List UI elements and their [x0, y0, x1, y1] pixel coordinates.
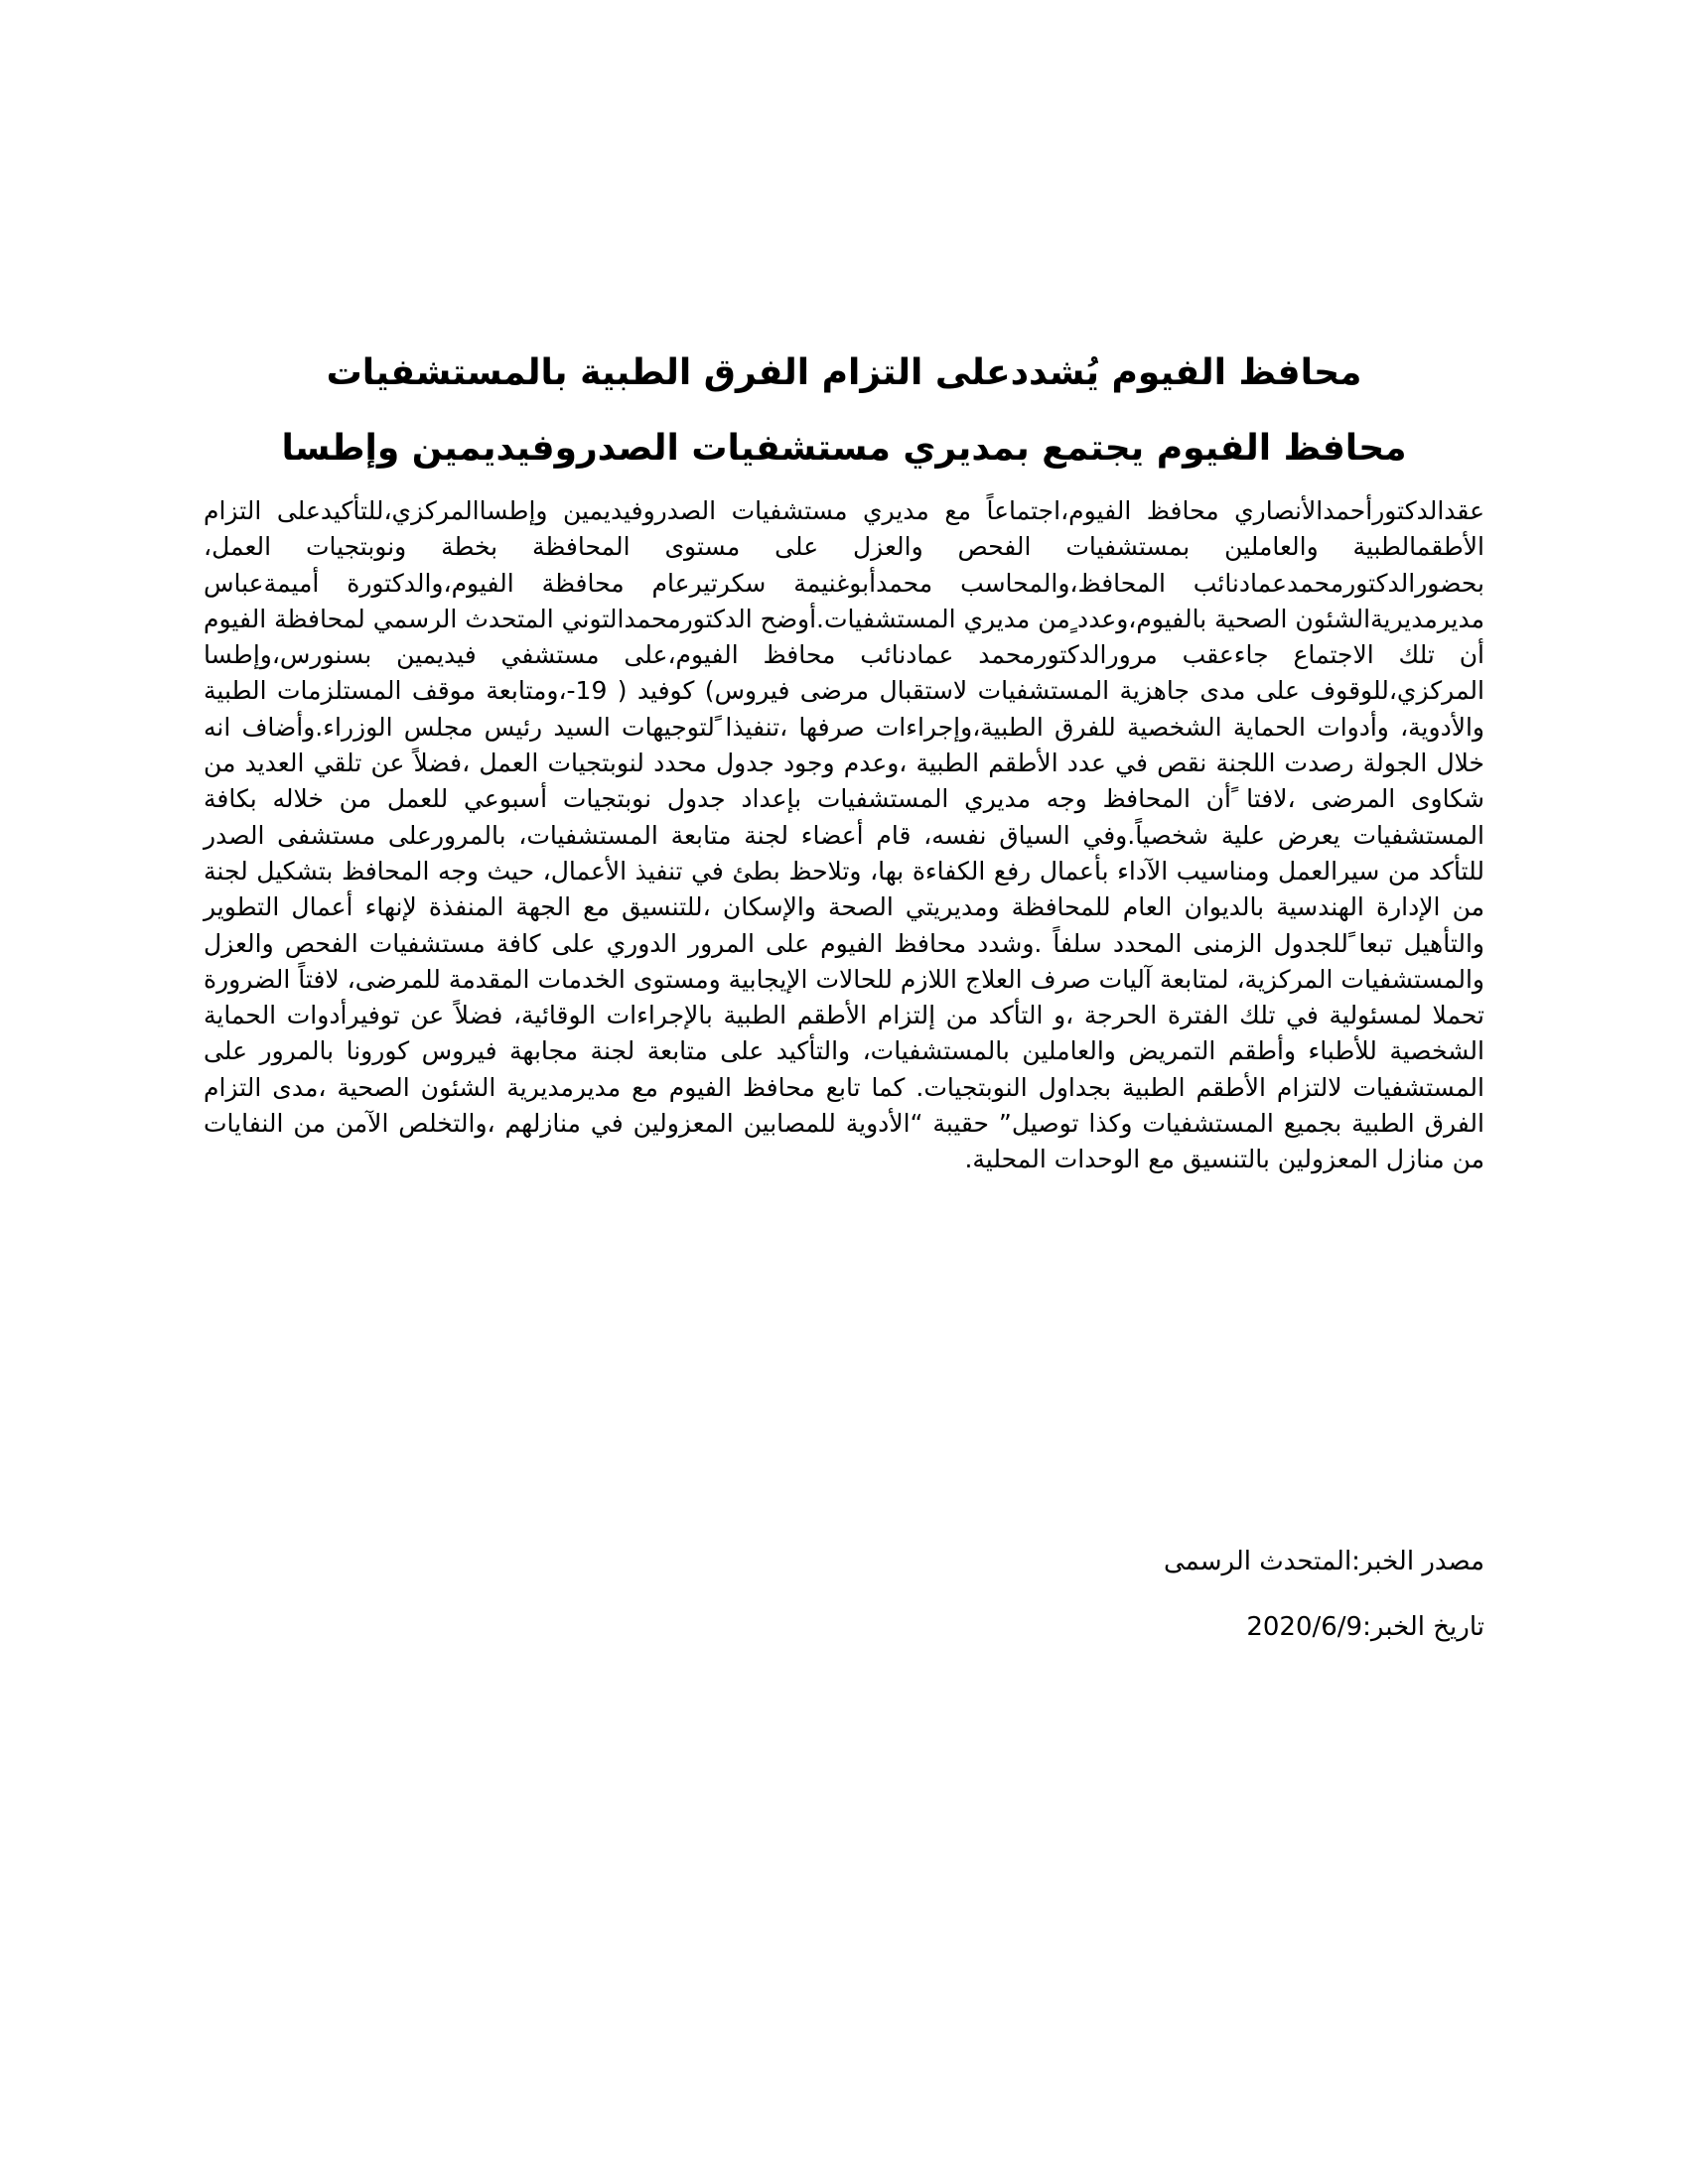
- news-source: مصدر الخبر:المتحدث الرسمى: [1164, 1547, 1484, 1576]
- news-date: تاريخ الخبر:2020/6/9: [1246, 1612, 1484, 1642]
- document-title: محافظ الفيوم يُشددعلى التزام الفرق الطبية بالمستشفيات: [326, 352, 1362, 393]
- document-subtitle: محافظ الفيوم يجتمع بمديري مستشفيات الصدروفيديمين وإطسا: [281, 428, 1407, 469]
- article-body: عقدالدكتورأحمدالأنصاري محافظ الفيوم،اجتماعاً مع مديري مستشفيات الصدروفيديمين وإطساالمركزي،للتأكيدعلى التزام الأطقمالطبية والعاملين بمستشفيات الفحص والعزل على مستوى المحافظة بخطة ونوبتجيات العمل، بحضورالدكتورمحمدعمادنائب المحافظ،والمحاسب محمدأبوغنيمة سكرتيرعام محافظة الفيوم،والدكتورة أميمةعباس مديرمديريةالشئون الصحية بالفيوم،وعدد ٍمن مديري المستشفيات.أوضح الدكتورمحمدالتوني المتحدث الرسمي لمحافظة الفيوم أن تلك الاجتماع جاءعقب مرورالدكتورمحمد عمادنائب محافظ الفيوم،على مستشفي فيديمين بسنورس،وإطسا المركزي،للوقوف على مدى جاهزية المستشفيات لاستقبال مرضى فيروس) كوفيد ( 19-،ومتابعة موقف المستلزمات الطبية والأدوية، وأدوات الحماية الشخصية للفرق الطبية،وإجراءات صرفها ،تنفيذا ًلتوجيهات السيد رئيس مجلس الوزراء.وأضاف انه خلال الجولة رصدت اللجنة نقص في عدد الأطقم الطبية ،وعدم وجود جدول محدد لنوبتجيات العمل ،فضلاً عن تلقي العديد من شكاوى المرضى ،لافتا ًأن المحافظ وجه مديري المستشفيات بإعداد جدول نوبتجيات أسبوعي للعمل من خلاله بكافة المستشفيات يعرض علية شخصياً.وفي السياق نفسه، قام أعضاء لجنة متابعة المستشفيات، بالمرورعلى مستشفى الصدر للتأكد من سيرالعمل ومناسيب الآداء بأعمال رفع الكفاءة بها، وتلاحظ بطئ في تنفيذ الأعمال، حيث وجه المحافظ بتشكيل لجنة من الإدارة الهندسية بالديوان العام للمحافظة ومديريتي الصحة والإسكان ،للتنسيق مع الجهة المنفذة لإنهاء أعمال التطوير والتأهيل تبعا ًللجدول الزمنى المحدد سلفاً .وشدد محافظ الفيوم على المرور الدوري على كافة مستشفيات الفحص والعزل والمستشفيات المركزية، لمتابعة آليات صرف العلاج اللازم للحالات الإيجابية ومستوى الخدمات المقدمة للمرضى، لافتاً الضرورة تحملا لمسئولية في تلك الفترة الحرجة ،و التأكد من إلتزام الأطقم الطبية بالإجراءات الوقائية، فضلاً عن توفيرأدوات الحماية الشخصية للأطباء وأطقم التمريض والعاملين بالمستشفيات، والتأكيد على متابعة لجنة مجابهة فيروس كورونا بالمرور على المستشفيات لالتزام الأطقم الطبية بجداول النوبتجيات. كما تابع محافظ الفيوم مع مديرمديرية الشئون الصحية ،مدى التزام الفرق الطبية بجميع المستشفيات وكذا توصيل” حقيبة “الأدوية للمصابين المعزولين في منازلهم ،والتخلص الآمن من النفايات من منازل المعزولين بالتنسيق مع الوحدات المحلية.: [204, 496, 1484, 1174]
